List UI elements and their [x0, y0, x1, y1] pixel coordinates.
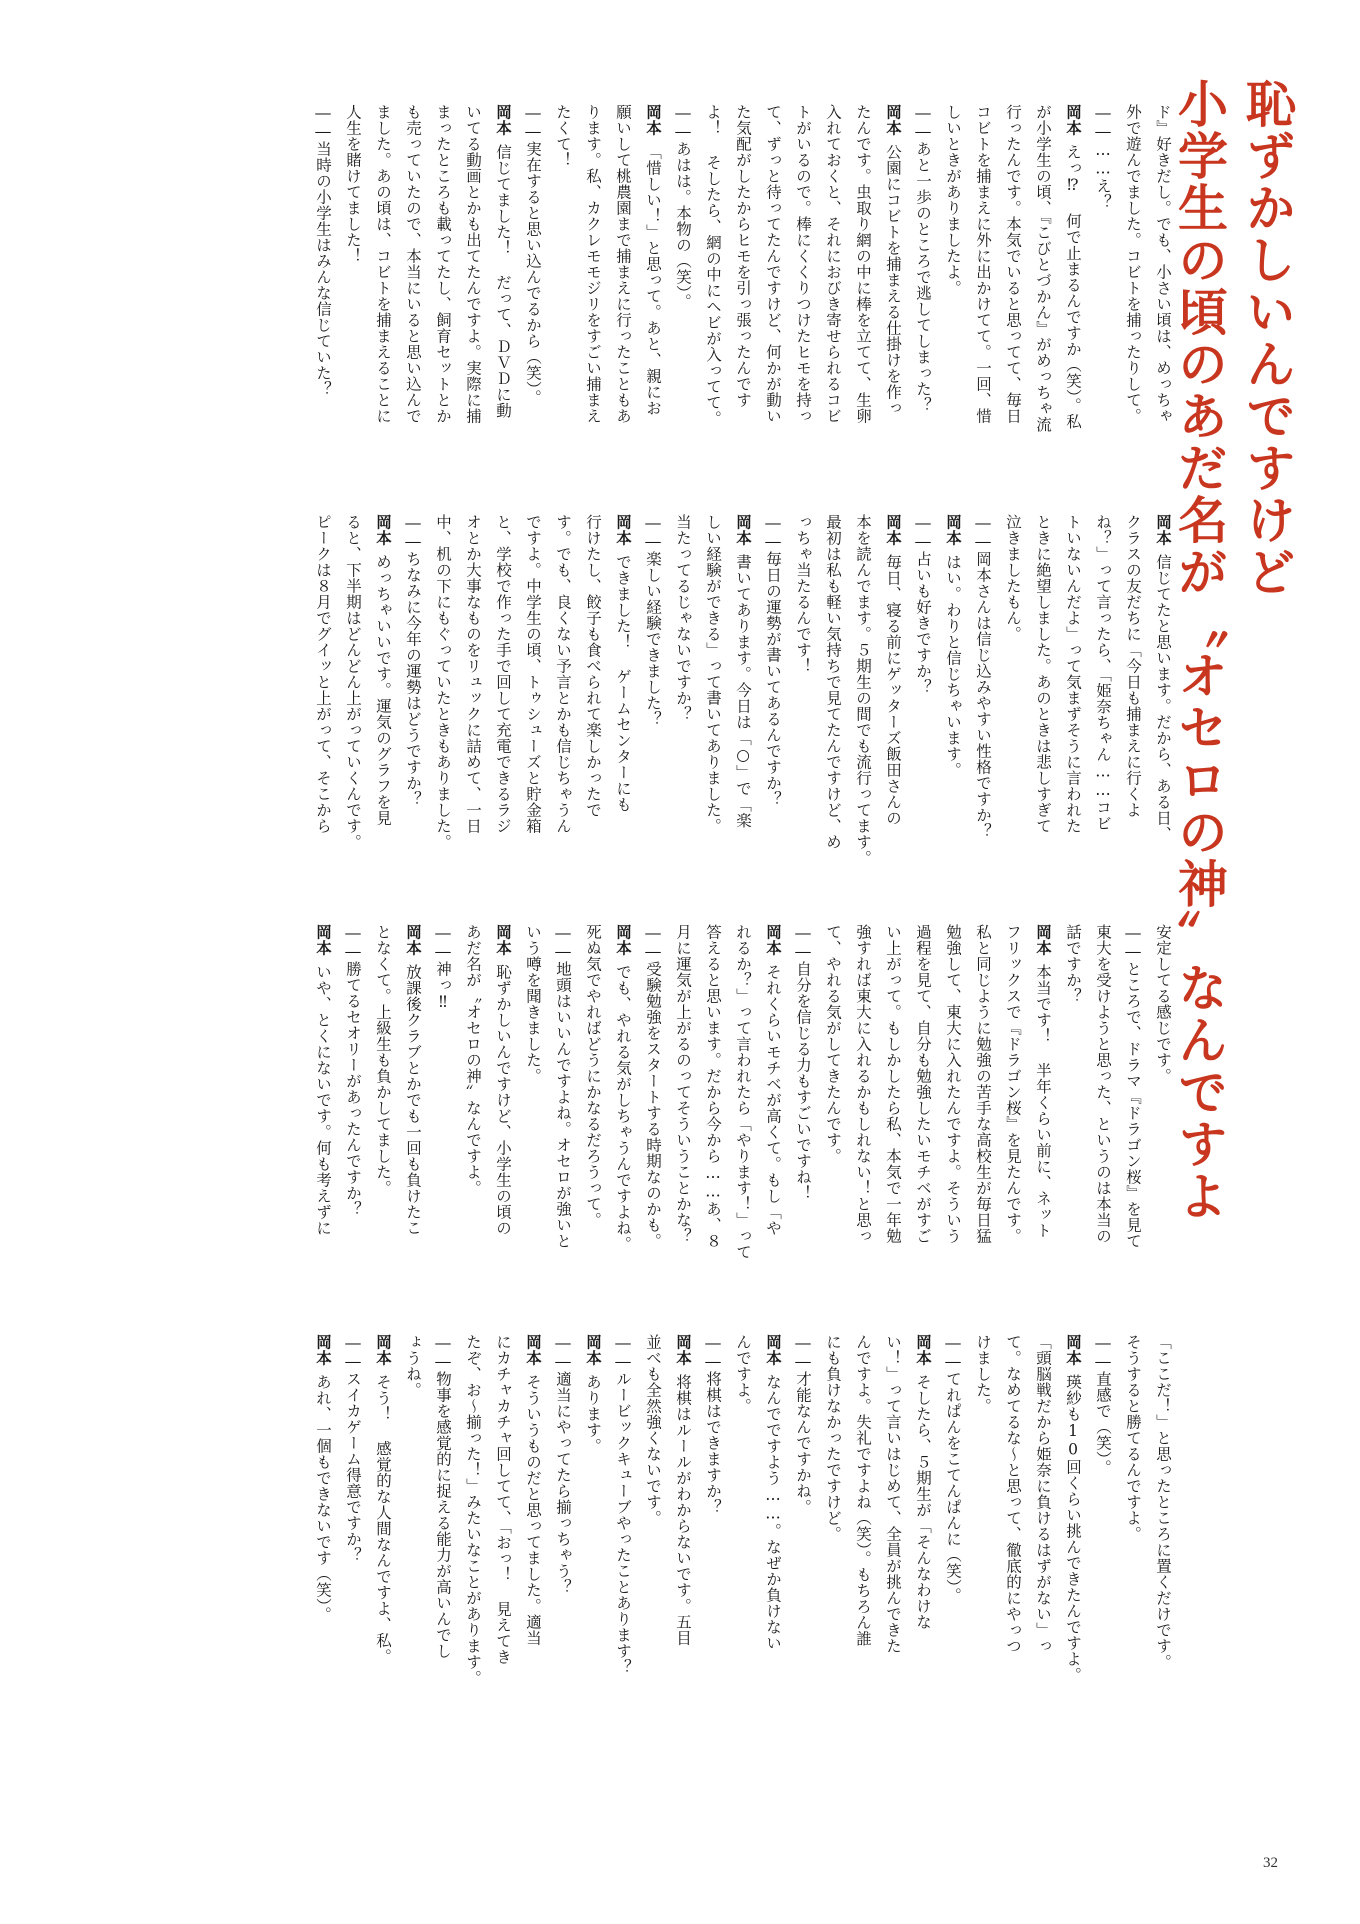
column-text: できました！ ゲームセンターにも — [614, 554, 632, 813]
speaker-label: 岡本 — [914, 1334, 932, 1366]
column-text: 公園にコビトを捕まえる仕掛けを作っ — [884, 144, 902, 416]
column-text: 月に運気が上がるのってそういうことかな？ — [674, 924, 692, 1244]
column-text: い上がって。もしかしたら私、本気で一年勉 — [884, 924, 902, 1244]
text-column — [548, 514, 578, 884]
column-text: トがいるので。棒にくくりつけたヒモを持っ — [794, 104, 812, 424]
text-column — [1088, 924, 1118, 1294]
column-text: にカチャカチャ回してて、「おっ！ 見えてき — [494, 1334, 512, 1665]
text-column — [488, 514, 518, 884]
text-column — [608, 104, 638, 474]
text-column — [788, 924, 818, 1294]
column-text: ――あはは。本物の（笑）。 — [674, 104, 692, 310]
column-text: ると、下半期はどんどん上がっていくんです。 — [344, 514, 362, 850]
column-text: た気配がしたからヒモを引っ張ったんです — [734, 104, 752, 408]
column-text: て、ずっと待ってたんですけど、何かが動い — [764, 104, 782, 424]
text-column — [938, 104, 968, 474]
text-column — [518, 924, 548, 1294]
column-text: ました。あの頃は、コビトを捕まえることに — [374, 104, 392, 424]
text-column — [1118, 514, 1148, 884]
column-text: 書いてあります。今日は「○」で「楽 — [734, 554, 752, 829]
text-column — [728, 514, 758, 884]
column-text: ――スイカゲーム得意ですか？ — [344, 1334, 362, 1563]
text-column — [518, 1334, 548, 1704]
column-text: 「頭脳戦だから姫奈に負けるはずがない」っ — [1034, 1334, 1052, 1654]
column-text: 瑛紗も10回くらい挑んできたんですよ。 — [1064, 1374, 1082, 1683]
text-column — [398, 924, 428, 1294]
text-column — [848, 1334, 878, 1704]
text-column — [338, 104, 368, 474]
text-column — [818, 924, 848, 1294]
text-column — [338, 924, 368, 1294]
text-column — [848, 104, 878, 474]
column-text: ――勝てるセオリーがあったんですか？ — [344, 924, 362, 1217]
text-column — [1028, 514, 1058, 884]
speaker-label: 岡本 — [614, 924, 632, 956]
text-column — [818, 514, 848, 884]
column-text: 入れておくと、それにおびき寄せられるコビ — [824, 104, 842, 424]
column-text: と、学校で作った手で回して充電できるラジ — [494, 514, 512, 834]
column-text: 強すれば東大に入れるかもしれない！と思っ — [854, 924, 872, 1244]
text-column — [968, 1334, 998, 1704]
text-column — [1088, 514, 1118, 884]
column-text: 行けたし、餃子も食べられて楽しかったで — [584, 514, 602, 818]
text-column — [368, 924, 398, 1294]
text-column — [428, 924, 458, 1294]
column-text: 人生を賭けてました！ — [344, 104, 362, 264]
speaker-label: 岡本 — [674, 1334, 692, 1366]
column-text: 話ですか？ — [1064, 924, 1082, 1004]
text-column — [488, 104, 518, 474]
text-column — [1058, 514, 1088, 884]
text-column — [428, 1334, 458, 1704]
column-text: ――占いも好きですか？ — [914, 514, 932, 695]
column-text: ――当時の小学生はみんな信じていた？ — [314, 104, 332, 397]
text-tier-2 — [86, 514, 1178, 884]
text-column — [518, 104, 548, 474]
speaker-label: 岡本 — [374, 514, 392, 546]
column-text: いう噂を聞きました。 — [524, 924, 542, 1084]
column-text: まったところも載ってたし、飼育セットとか — [434, 104, 452, 424]
column-text: でも、やれる気がしちゃうんですよね。 — [614, 964, 632, 1252]
text-column — [548, 1334, 578, 1704]
column-text: ――地頭はいいんですよね。オセロが強いと — [554, 924, 572, 1249]
column-text: にも負けなかったですけど。 — [824, 1334, 842, 1542]
column-text: 勉強して、東大に入れたんですよ。そういう — [944, 924, 962, 1244]
speaker-label: 岡本 — [494, 924, 512, 956]
speaker-label: 岡本 — [734, 514, 752, 546]
text-column — [578, 1334, 608, 1704]
column-text: 死ぬ気でやればどうにかなるだろうって。 — [584, 924, 602, 1228]
text-column — [548, 924, 578, 1294]
text-column — [818, 1334, 848, 1704]
text-column — [938, 924, 968, 1294]
speaker-label: 岡本 — [644, 104, 662, 136]
text-column — [338, 514, 368, 884]
column-text: い！」って言いはじめて、全員が挑んできた — [884, 1334, 902, 1654]
column-text: 行ったんです。本気でいると思ってて、毎日 — [1004, 104, 1022, 424]
column-text: それくらいモチベが高くて。もし「や — [764, 964, 782, 1236]
text-column — [758, 104, 788, 474]
text-column — [788, 1334, 818, 1704]
text-column — [638, 1334, 668, 1704]
text-column — [368, 1334, 398, 1704]
text-column — [848, 924, 878, 1294]
column-text: えっ⁉ 何で止まるんですか（笑）。私 — [1064, 144, 1082, 430]
text-column — [908, 924, 938, 1294]
text-column — [968, 924, 998, 1294]
speaker-label: 岡本 — [584, 1334, 602, 1366]
text-column — [758, 514, 788, 884]
text-column — [1058, 1334, 1088, 1704]
speaker-label: 岡本 — [1064, 104, 1082, 136]
text-column — [668, 924, 698, 1294]
headline-line-2: 小学生の頃のあだ名が〝オセロの神〟なんですよ — [1170, 78, 1228, 1222]
column-text: 東大を受けようと思った、というのは本当の — [1094, 924, 1112, 1244]
column-text: 将棋はルールがわからないです。五目 — [674, 1374, 692, 1646]
page-number: 32 — [1263, 1855, 1278, 1871]
column-text: て。なめてるな〜と思って、徹底的にやっつ — [1004, 1334, 1022, 1654]
column-text: 並べも全然強くないです。 — [644, 1334, 662, 1526]
text-column — [308, 924, 338, 1294]
column-text: 当たってるじゃないですか？ — [674, 514, 692, 722]
column-text: 毎日、寝る前にゲッターズ飯田さんの — [884, 554, 902, 826]
speaker-label: 岡本 — [1154, 514, 1172, 546]
column-text: 泣きましたもん。 — [1004, 514, 1022, 642]
speaker-label: 岡本 — [1034, 924, 1052, 956]
column-text: 信じてました！ だって、ＤＶＤに動 — [494, 144, 512, 419]
text-column — [1148, 514, 1178, 884]
text-column — [968, 514, 998, 884]
column-text: んですよ。 — [734, 1334, 752, 1414]
column-text: 信じてたと思います。だから、ある日、 — [1154, 554, 1172, 842]
column-text: ――直感で（笑）。 — [1094, 1334, 1112, 1476]
column-text: 過程を見て、自分も勉強したいモチベがすご — [914, 924, 932, 1244]
speaker-label: 岡本 — [494, 104, 512, 136]
text-tier-3 — [86, 924, 1178, 1294]
column-text: ――ところで、ドラマ『ドラゴン桜』を見て — [1124, 924, 1142, 1249]
text-column — [398, 104, 428, 474]
column-text: トいないんだよ」って気まずそうに言われた — [1064, 514, 1082, 834]
column-text: しいときがありましたよ。 — [944, 104, 962, 296]
column-text: ですよ。中学生の頃、トゥシューズと貯金箱 — [524, 514, 542, 834]
text-column — [308, 1334, 338, 1704]
text-column — [878, 514, 908, 884]
text-column — [728, 1334, 758, 1704]
text-column — [1088, 104, 1118, 474]
column-text: 放課後クラブとかでも一回も負けたこ — [404, 964, 422, 1236]
text-column — [1028, 924, 1058, 1294]
text-column — [1118, 1334, 1148, 1704]
text-column — [518, 514, 548, 884]
text-column — [668, 514, 698, 884]
text-column — [638, 924, 668, 1294]
speaker-label: 岡本 — [884, 104, 902, 136]
column-text: 外で遊んでました。コビトを捕ったりして。 — [1124, 104, 1142, 424]
text-column — [578, 514, 608, 884]
column-text: そうすると勝てるんですよ。 — [1124, 1334, 1142, 1542]
column-text: が小学生の頃、『こびとづかん』がめっちゃ流 — [1034, 104, 1052, 433]
column-text: いてる動画とかも出てたんですよ。実際に捕 — [464, 104, 482, 424]
column-text: 本当です！ 半年くらい前に、ネット — [1034, 964, 1052, 1239]
column-text: あります。 — [584, 1374, 602, 1454]
text-column — [998, 924, 1028, 1294]
column-text: いや、とくにないです。何も考えずに — [314, 964, 332, 1236]
column-text: ピークは８月でグイッと上がって、そこから — [314, 514, 332, 834]
column-text: たんです。虫取り網の中に棒を立てて、生卵 — [854, 104, 872, 424]
text-column — [968, 104, 998, 474]
speaker-label: 岡本 — [614, 514, 632, 546]
text-column — [458, 514, 488, 884]
text-column — [428, 514, 458, 884]
text-column — [788, 514, 818, 884]
text-column — [638, 104, 668, 474]
text-column — [728, 924, 758, 1294]
column-text: 願いして桃農園まで捕まえに行ったこともあ — [614, 104, 632, 424]
column-text: となくて。上級生も負かしてました。 — [374, 924, 392, 1196]
column-text: ――自分を信じる力もすごいですね！ — [794, 924, 812, 1201]
text-column — [638, 514, 668, 884]
column-text: ――ルービックキューブやったことあります？ — [614, 1334, 632, 1675]
column-text: 中、机の下にもぐっていたときもありました。 — [434, 514, 452, 850]
column-text: ょうね。 — [404, 1334, 422, 1398]
text-column — [908, 1334, 938, 1704]
text-column — [458, 1334, 488, 1704]
text-column — [458, 104, 488, 474]
column-text: 最初は私も軽い気持ちで見てたんですけど、め — [824, 514, 842, 850]
text-column — [398, 1334, 428, 1704]
column-text: ――神っ‼ — [434, 924, 452, 1012]
text-tier-4 — [86, 1334, 1178, 1704]
column-text: ります。私、カクレモモジリをすごい捕まえ — [584, 104, 602, 424]
column-text: たぞ、お〜揃った！」みたいなことがあります。 — [464, 1334, 482, 1686]
text-column — [1058, 104, 1088, 474]
text-column — [578, 924, 608, 1294]
column-text: 「ここだ！」と思ったところに置くだけです。 — [1154, 1334, 1172, 1670]
column-text: んですよ。失礼ですよね（笑）。もちろん誰 — [854, 1334, 872, 1647]
column-text: れるか？」って言われたら「やります！」って — [734, 924, 752, 1260]
text-column — [368, 104, 398, 474]
column-text: ――才能なんですかね。 — [794, 1334, 812, 1515]
speaker-label: 岡本 — [1064, 1334, 1082, 1366]
text-column — [308, 514, 338, 884]
column-text: 私と同じように勉強の苦手な高校生が毎日猛 — [974, 924, 992, 1244]
column-text: す。でも、良くない予言とかも信じちゃうん — [554, 514, 572, 834]
text-column — [1028, 104, 1058, 474]
text-column — [488, 924, 518, 1294]
text-column — [1028, 1334, 1058, 1704]
text-column — [1148, 104, 1178, 474]
column-text: たくて！ — [554, 104, 572, 168]
text-column — [698, 924, 728, 1294]
text-column — [488, 1334, 518, 1704]
column-text: あだ名が〝オセロの神〟なんですよ。 — [464, 924, 482, 1196]
text-column — [428, 104, 458, 474]
speaker-label: 岡本 — [944, 514, 962, 546]
column-text: そしたら、５期生が「そんなわけな — [914, 1374, 932, 1630]
text-column — [758, 1334, 788, 1704]
column-text: ――岡本さんは信じ込みやすい性格ですか？ — [974, 514, 992, 839]
text-column — [908, 104, 938, 474]
text-column — [938, 1334, 968, 1704]
text-column — [548, 104, 578, 474]
text-column — [308, 104, 338, 474]
text-column — [668, 104, 698, 474]
column-text: けました。 — [974, 1334, 992, 1414]
text-column — [458, 924, 488, 1294]
text-column — [848, 514, 878, 884]
column-text: ――受験勉強をスタートする時期なのかも。 — [644, 924, 662, 1249]
text-column — [698, 514, 728, 884]
column-text: ド』好きだし。でも、小さい頃は、めっちゃ — [1154, 104, 1172, 424]
column-text: て、やれる気がしてきたんです。 — [824, 924, 842, 1164]
column-text: ――楽しい経験できました？ — [644, 514, 662, 727]
speaker-label: 岡本 — [374, 1334, 392, 1366]
column-text: ――ちなみに今年の運勢はどうですか？ — [404, 514, 422, 807]
column-text: めっちゃいいです。運気のグラフを見 — [374, 554, 392, 826]
speaker-label: 岡本 — [524, 1334, 542, 1366]
text-column — [578, 104, 608, 474]
column-text: ――あと一歩のところで逃してしまった？ — [914, 104, 932, 413]
column-text: ――将棋はできますか？ — [704, 1334, 722, 1515]
column-text: ――適当にやってたら揃っちゃう？ — [554, 1334, 572, 1595]
text-column — [998, 1334, 1028, 1704]
column-text: ――物事を感覚的に捉える能力が高いんでし — [434, 1334, 452, 1659]
column-text: ――実在すると思い込んでるから（笑）。 — [524, 104, 542, 406]
text-column — [698, 1334, 728, 1704]
column-text: コビトを捕まえに外に出かけてて。一回、惜 — [974, 104, 992, 424]
column-text: しい経験ができる」って書いてありました。 — [704, 514, 722, 834]
column-text: そういうものだと思ってました。適当 — [524, 1374, 542, 1646]
column-text: 恥ずかしいんですけど、小学生の頃の — [494, 964, 512, 1236]
column-text: なんでですよう……。なぜか負けない — [764, 1374, 782, 1651]
text-column — [998, 104, 1028, 474]
column-text: ときに絶望しました。あのときは悲しすぎて — [1034, 514, 1052, 834]
text-column — [998, 514, 1028, 884]
column-text: 本を読んでます。５期生の間でも流行ってます。 — [854, 514, 872, 866]
text-tier-1 — [86, 104, 1178, 474]
column-text: あれ、一個もできないです（笑）。 — [314, 1374, 332, 1623]
speaker-label: 岡本 — [314, 924, 332, 956]
text-column — [788, 104, 818, 474]
text-column — [608, 1334, 638, 1704]
speaker-label: 岡本 — [764, 1334, 782, 1366]
column-text: クラスの友だちに「今日も捕まえに行くよ — [1124, 514, 1142, 818]
text-column — [1118, 924, 1148, 1294]
text-column — [698, 104, 728, 474]
text-column — [398, 514, 428, 884]
text-column — [878, 924, 908, 1294]
column-text: よ！ そしたら、網の中にヘビが入ってて。 — [704, 104, 722, 427]
speaker-label: 岡本 — [764, 924, 782, 956]
text-column — [908, 514, 938, 884]
column-text: ね？」って言ったら、「姫奈ちゃん……コビ — [1094, 514, 1112, 832]
column-text: っちゃ当たるんです！ — [794, 514, 812, 674]
column-text: ――毎日の運勢が書いてあるんですか？ — [764, 514, 782, 807]
column-text: 答えると思います。だから今から……あ、８ — [704, 924, 722, 1249]
text-column — [818, 104, 848, 474]
column-text: はい。わりと信じちゃいます。 — [944, 554, 962, 778]
speaker-label: 岡本 — [404, 924, 422, 956]
speaker-label: 岡本 — [314, 1334, 332, 1366]
text-column — [758, 924, 788, 1294]
text-column — [1148, 924, 1178, 1294]
text-column — [938, 514, 968, 884]
column-text: オとか大事なものをリュックに詰めて、一日 — [464, 514, 482, 834]
column-text: 安定してる感じです。 — [1154, 924, 1172, 1084]
column-text: フリックスで『ドラゴン桜』を見たんです。 — [1004, 924, 1022, 1244]
text-column — [608, 514, 638, 884]
text-column — [878, 1334, 908, 1704]
column-text: ――てれぱんをこてんぱんに（笑）。 — [944, 1334, 962, 1604]
text-column — [728, 104, 758, 474]
column-text: 「惜しい！」と思って。あと、親にお — [644, 144, 662, 416]
headline-line-1: 恥ずかしいんですけど — [1238, 78, 1296, 598]
column-text: そう！ 感覚的な人間なんですよ、私。 — [374, 1374, 392, 1665]
text-column — [338, 1334, 368, 1704]
text-column — [1058, 924, 1088, 1294]
speaker-label: 岡本 — [884, 514, 902, 546]
text-column — [1118, 104, 1148, 474]
text-column — [1148, 1334, 1178, 1704]
article-headline — [1172, 78, 1294, 1558]
column-text: も売っていたので、本当にいると思い込んで — [404, 104, 422, 424]
column-text: ――……え？ — [1094, 104, 1112, 210]
text-column — [1088, 1334, 1118, 1704]
text-column — [668, 1334, 698, 1704]
text-column — [878, 104, 908, 474]
text-column — [608, 924, 638, 1294]
text-column — [368, 514, 398, 884]
